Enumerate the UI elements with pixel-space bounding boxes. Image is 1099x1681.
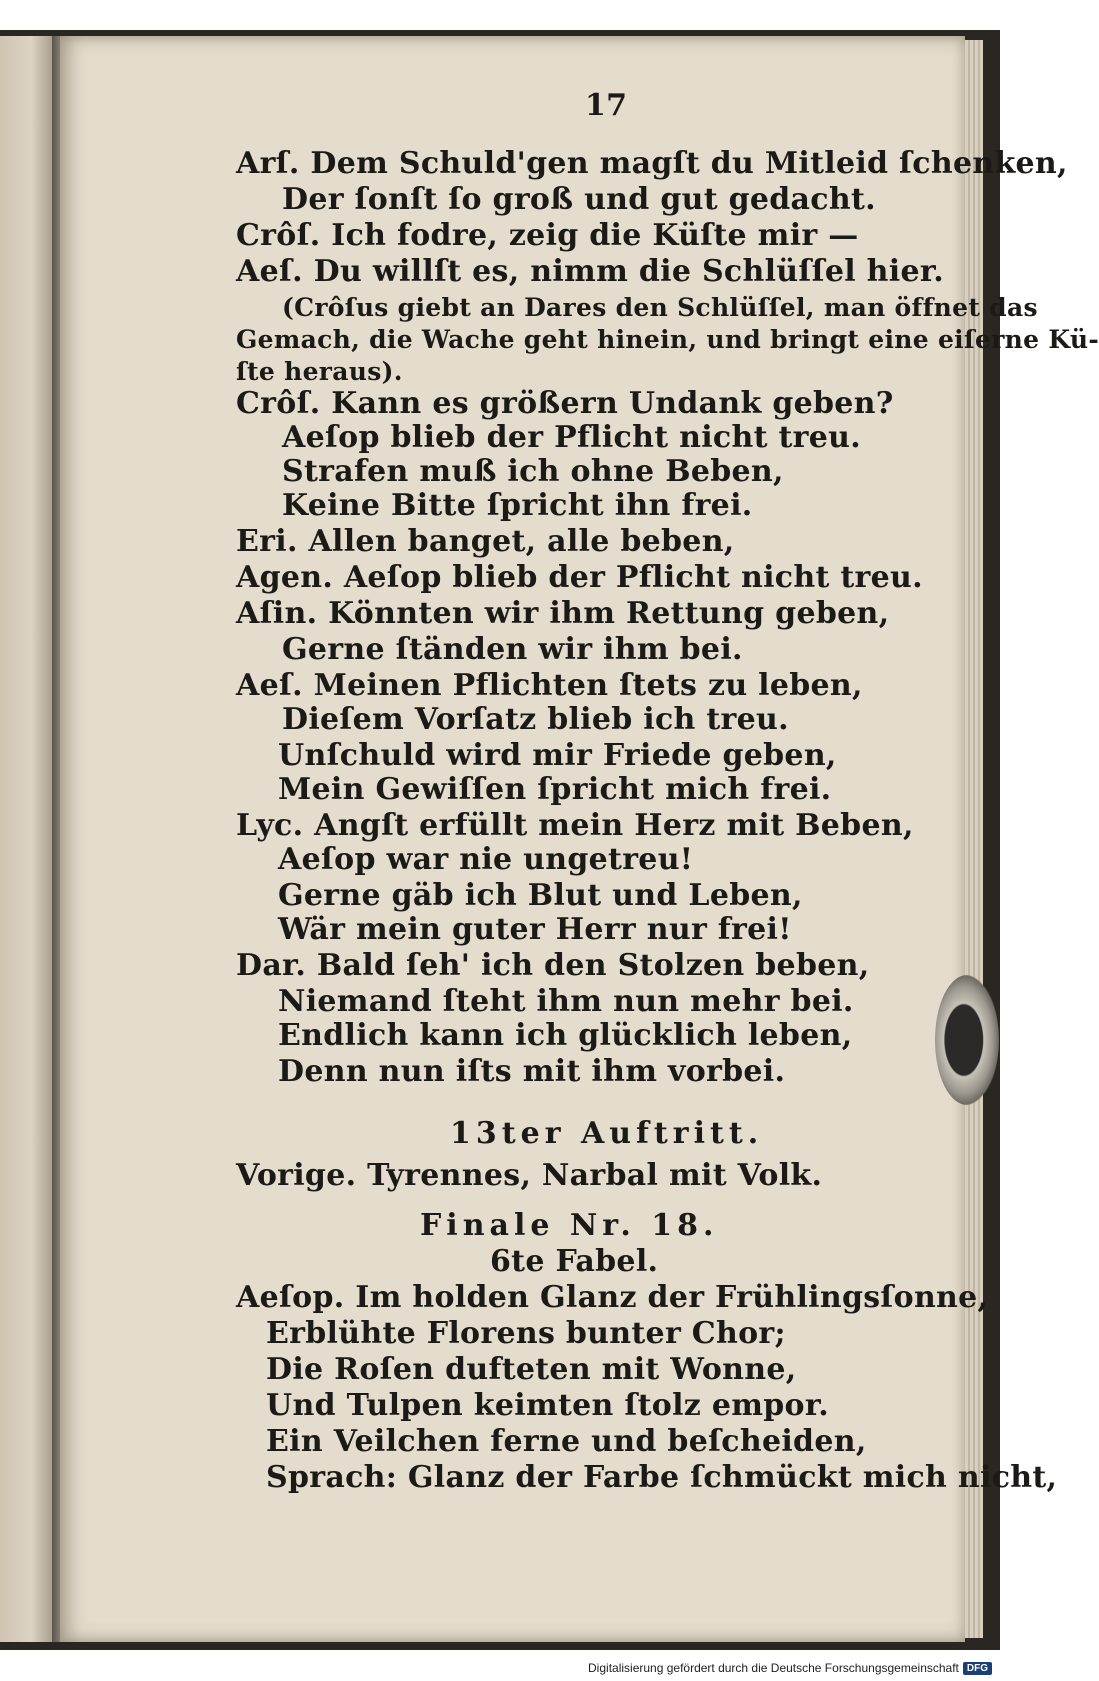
text-line: Aeſop war nie ungetreu!	[278, 842, 694, 877]
text-line: Aeſop. Im holden Glanz der Frühlingsſonne,	[236, 1280, 989, 1315]
stage-direction: (Crôſus giebt an Dares den Schlüſſel, man öffnet das	[282, 293, 1038, 322]
text-line: Endlich kann ich glücklich leben,	[278, 1018, 853, 1053]
text-line: Aeſop blieb der Pflicht nicht treu.	[282, 420, 862, 455]
text-line: Eri. Allen banget, alle beben,	[236, 524, 735, 559]
text-line: Unſchuld wird mir Friede geben,	[278, 738, 837, 773]
text-line: Lyc. Angſt erfüllt mein Herz mit Beben,	[236, 808, 914, 843]
text-line: Crôſ. Kann es größern Undank geben?	[236, 386, 894, 421]
text-line: Wär mein guter Herr nur frei!	[278, 912, 792, 947]
digitization-footer	[588, 1661, 992, 1675]
text-line: Niemand ſteht ihm nun mehr bei.	[278, 984, 854, 1019]
text-line: Aeſ. Meinen Pflichten ſtets zu leben,	[236, 668, 863, 703]
fable-heading: 6te Fabel.	[490, 1244, 659, 1279]
text-line: Aſin. Könnten wir ihm Rettung geben,	[236, 596, 890, 631]
text-line: Gerne ſtänden wir ihm bei.	[282, 632, 743, 667]
text-line: Agen. Aeſop blieb der Pflicht nicht treu.	[236, 560, 923, 595]
text-line: Dar. Bald ſeh' ich den Stolzen beben,	[236, 948, 870, 983]
text-line: Keine Bitte ſpricht ihn frei.	[282, 488, 753, 523]
text-line: Aeſ. Du willſt es, nimm die Schlüſſel hier.	[236, 254, 944, 289]
text-line: Der ſonſt ſo groß und gut gedacht.	[282, 182, 876, 217]
stage-direction: ſte heraus).	[236, 357, 403, 386]
text-line: Strafen muß ich ohne Beben,	[282, 454, 784, 489]
text-line: Dieſem Vorſatz blieb ich treu.	[282, 702, 789, 737]
finale-heading: Finale Nr. 18.	[420, 1208, 719, 1243]
text-line: Die Roſen dufteten mit Wonne,	[266, 1352, 797, 1387]
footer-text: Digitalisierung gefördert durch die Deutsche Forschungsgemeinschaft	[588, 1661, 959, 1675]
text-line: Ein Veilchen ferne und beſcheiden,	[266, 1424, 867, 1459]
text-line: Gerne gäb ich Blut und Leben,	[278, 878, 803, 913]
scene-heading: 13ter Auftritt.	[450, 1116, 764, 1151]
text-line: Und Tulpen keimten ſtolz empor.	[266, 1388, 829, 1423]
text-line: Sprach: Glanz der Farbe ſchmückt mich nicht,	[266, 1460, 1058, 1495]
scene-characters: Vorige. Tyrennes, Narbal mit Volk.	[236, 1158, 823, 1193]
page-number: 17	[585, 88, 628, 123]
dfg-logo-icon: DFG	[963, 1662, 992, 1675]
text-line: Denn nun iſts mit ihm vorbei.	[278, 1054, 786, 1089]
text-line: Arſ. Dem Schuld'gen magſt du Mitleid ſchenken,	[236, 146, 1068, 181]
stage-direction: Gemach, die Wache geht hinein, und bringt eine eiſerne Kü-	[236, 325, 1099, 354]
text-line: Crôſ. Ich fodre, zeig die Küſte mir —	[236, 218, 859, 253]
text-line: Mein Gewiſſen ſpricht mich frei.	[278, 772, 832, 807]
text-line: Erblühte Florens bunter Chor;	[266, 1316, 786, 1351]
